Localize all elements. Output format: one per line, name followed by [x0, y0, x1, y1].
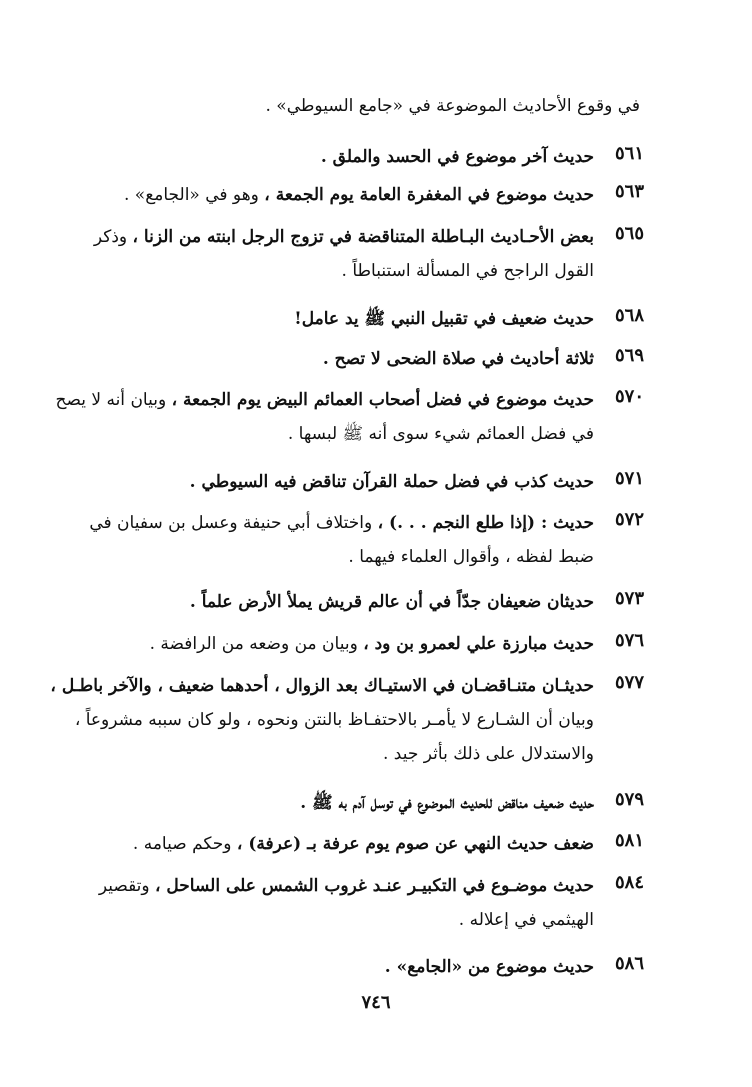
entry-text: [49, 140, 594, 174]
entry-text: [49, 869, 594, 937]
entry-number: ٥٧٦: [614, 630, 644, 651]
entry-title: بعض الأحـاديث البـاطلة المتناقضة في تزوج الرجل ابنته من الزنا ،: [132, 227, 594, 247]
page-number: ٧٤٦: [361, 992, 391, 1013]
entry-number: ٥٦٩: [614, 345, 644, 366]
entry-number: ٥٨١: [614, 830, 644, 851]
entry-text: [49, 627, 594, 661]
entry-text: [49, 383, 594, 451]
entry-text: [49, 786, 594, 820]
entry-text: [49, 178, 594, 212]
entry-text: [49, 220, 594, 288]
entry-title: حديثان ضعيفان جدّاً في أن عالم قريش يملأ الأرض علماً .: [189, 592, 594, 612]
entry-number: ٥٧٢: [614, 509, 644, 530]
entry-text: [49, 342, 594, 376]
entry-text: [49, 950, 594, 984]
entry-title: حديث موضوع في المغفرة العامة يوم الجمعة ،: [264, 185, 594, 205]
entry-detail: وبيان أن الشـارع لا يأمـر بالاحتفـاظ بالنتن ونحوه ، ولو كان سببه مشروعاً ، والاستدلال على ذلك بأثر جيد .: [74, 710, 594, 764]
entry-number: ٥٧١: [614, 468, 644, 489]
entry-number: ٥٧٩: [614, 789, 644, 810]
entry-title: حديث ضعيف مناقض للحديث الموضوع في توسل آدم به ﷺ .: [300, 793, 594, 813]
entry-title: حديث مبارزة علي لعمرو بن ود ،: [363, 634, 594, 654]
entry-detail: وهو في «الجامع» .: [124, 185, 265, 205]
entry-title: حديث كذب في فضل حملة القرآن تناقض فيه السيوطي .: [189, 472, 594, 492]
entry-number: ٥٧٠: [614, 386, 644, 407]
intro-line: في وقوع الأحاديث الموضوعة في «جامع السيوطي» .: [265, 96, 640, 116]
entry-detail: وبيان من وضعه من الرافضة .: [149, 634, 364, 654]
entry-number: ٥٧٧: [614, 672, 644, 693]
entry-title: حديث موضوع من «الجامع» .: [384, 957, 594, 977]
entry-number: ٥٧٣: [614, 588, 644, 609]
entry-text: [49, 465, 594, 499]
entry-title: حديث موضـوع في التكبيـر عنـد غروب الشمس على الساحل ،: [155, 876, 594, 896]
entry-title: حديثـان متنـاقضـان في الاستيـاك بعد الزوال ، أحدهما ضعيف ، والآخر باطـل ،: [50, 676, 594, 696]
entry-title: حديث آخر موضوع في الحسد والملق .: [320, 147, 594, 167]
entry-text: [49, 827, 594, 861]
entry-text: [49, 669, 594, 771]
entry-number: ٥٦٨: [614, 305, 644, 326]
entry-text: [49, 506, 594, 574]
entry-detail: وحكم صيامه .: [132, 834, 237, 854]
entry-detail: وبيان أنه لا يصح في فضل العمائم شيء سوى أنه ﷺ لبسها .: [55, 390, 594, 444]
entry-detail: وتقصير الهيثمي في إعلاله .: [98, 876, 594, 930]
entry-number: ٥٦٣: [614, 181, 644, 202]
entry-number: ٥٨٦: [614, 953, 644, 974]
entry-number: ٥٨٤: [614, 872, 644, 893]
entry-detail: واختلاف أبي حنيفة وعسل بن سفيان في ضبط لفظه ، وأقوال العلماء فيهما .: [89, 513, 594, 567]
entry-number: ٥٦١: [614, 143, 644, 164]
entry-text: [49, 302, 594, 336]
entry-detail: وذكر القول الراجح في المسألة استنباطاً .: [93, 227, 594, 281]
entry-text: [49, 585, 594, 619]
entry-title: حديث : (إذا طلع النجم . . .) ،: [377, 513, 594, 533]
entry-title: حديث ضعيف في تقبيل النبي ﷺ يد عامل!: [294, 309, 594, 329]
entry-title: ضعف حديث النهي عن صوم يوم عرفة بـ (عرفة) ،: [236, 834, 594, 854]
entry-number: ٥٦٥: [614, 223, 644, 244]
entry-title: حديث موضوع في فضل أصحاب العمائم البيض يوم الجمعة ،: [171, 390, 594, 410]
entry-title: ثلاثة أحاديث في صلاة الضحى لا تصح .: [322, 349, 594, 369]
